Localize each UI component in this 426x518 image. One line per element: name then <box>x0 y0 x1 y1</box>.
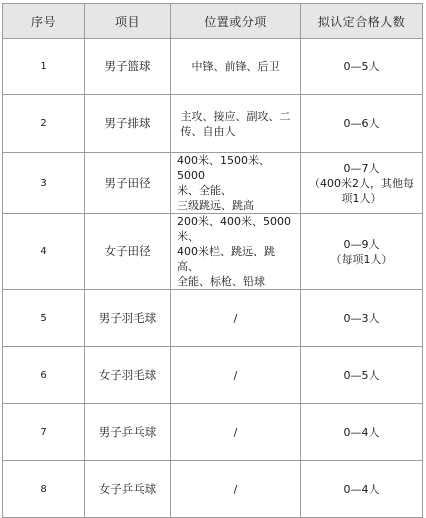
row-count-cell <box>301 153 423 214</box>
row-no: 6 <box>3 347 85 404</box>
row-position: 200米、400米、5000米、 400米栏、跳远、跳高、 全能、标枪、铅球 <box>177 215 291 288</box>
row-no: 7 <box>3 404 85 461</box>
table-row <box>3 39 423 95</box>
row-no: 8 <box>3 461 85 518</box>
row-item: 女子田径 <box>85 214 171 290</box>
row-count-cell <box>301 214 423 290</box>
row-count: 0—3人 <box>343 311 380 325</box>
row-position-cell <box>171 153 301 214</box>
table-row <box>3 347 423 404</box>
row-position-cell <box>171 290 301 347</box>
row-position: 中锋、前锋、后卫 <box>191 60 280 73</box>
row-count: 0—5人 <box>343 60 380 73</box>
row-item: 男子田径 <box>85 153 171 214</box>
row-no: 3 <box>3 153 85 214</box>
quota-table-container <box>2 3 422 518</box>
header-position: 位置或分项 <box>171 4 301 39</box>
row-position-cell <box>171 39 301 95</box>
table-row <box>3 461 423 518</box>
row-item: 男子篮球 <box>85 39 171 95</box>
header-item: 项目 <box>85 4 171 39</box>
row-position-cell <box>171 461 301 518</box>
table-row <box>3 214 423 290</box>
row-position-cell <box>171 347 301 404</box>
row-count: 0—4人 <box>343 482 380 496</box>
row-count: 0—6人 <box>343 117 380 130</box>
row-count: 0—9人 （每项1人） <box>330 237 393 266</box>
row-count: 0—5人 <box>343 368 380 382</box>
row-count-cell <box>301 39 423 95</box>
row-count-cell <box>301 290 423 347</box>
row-position: / <box>233 311 238 325</box>
row-item: 女子乒乓球 <box>85 461 171 518</box>
row-position-cell <box>171 95 301 153</box>
row-count: 0—4人 <box>343 425 380 439</box>
row-position: / <box>233 368 238 382</box>
quota-table <box>2 3 423 518</box>
row-item: 男子排球 <box>85 95 171 153</box>
row-count-cell <box>301 461 423 518</box>
row-position-cell <box>171 214 301 290</box>
row-no: 1 <box>3 39 85 95</box>
header-count: 拟认定合格人数 <box>301 4 423 39</box>
header-no: 序号 <box>3 4 85 39</box>
row-item: 女子羽毛球 <box>85 347 171 404</box>
table-header-row <box>3 4 423 39</box>
row-position-cell <box>171 404 301 461</box>
row-item: 男子羽毛球 <box>85 290 171 347</box>
row-position: 400米、1500米、5000 米、全能、 三级跳远、跳高 <box>177 154 270 212</box>
row-count-cell <box>301 347 423 404</box>
table-row <box>3 95 423 153</box>
row-no: 2 <box>3 95 85 153</box>
table-row <box>3 153 423 214</box>
row-count-cell <box>301 404 423 461</box>
row-no: 4 <box>3 214 85 290</box>
table-row <box>3 290 423 347</box>
row-item: 男子乒乓球 <box>85 404 171 461</box>
row-count-cell <box>301 95 423 153</box>
row-position: / <box>233 425 238 439</box>
table-row <box>3 404 423 461</box>
row-position: 主攻、接应、副攻、二 传、自由人 <box>180 109 291 138</box>
row-count: 0—7人 （400米2人，其他每 项1人） <box>309 161 414 205</box>
row-position: / <box>233 482 238 496</box>
row-no: 5 <box>3 290 85 347</box>
